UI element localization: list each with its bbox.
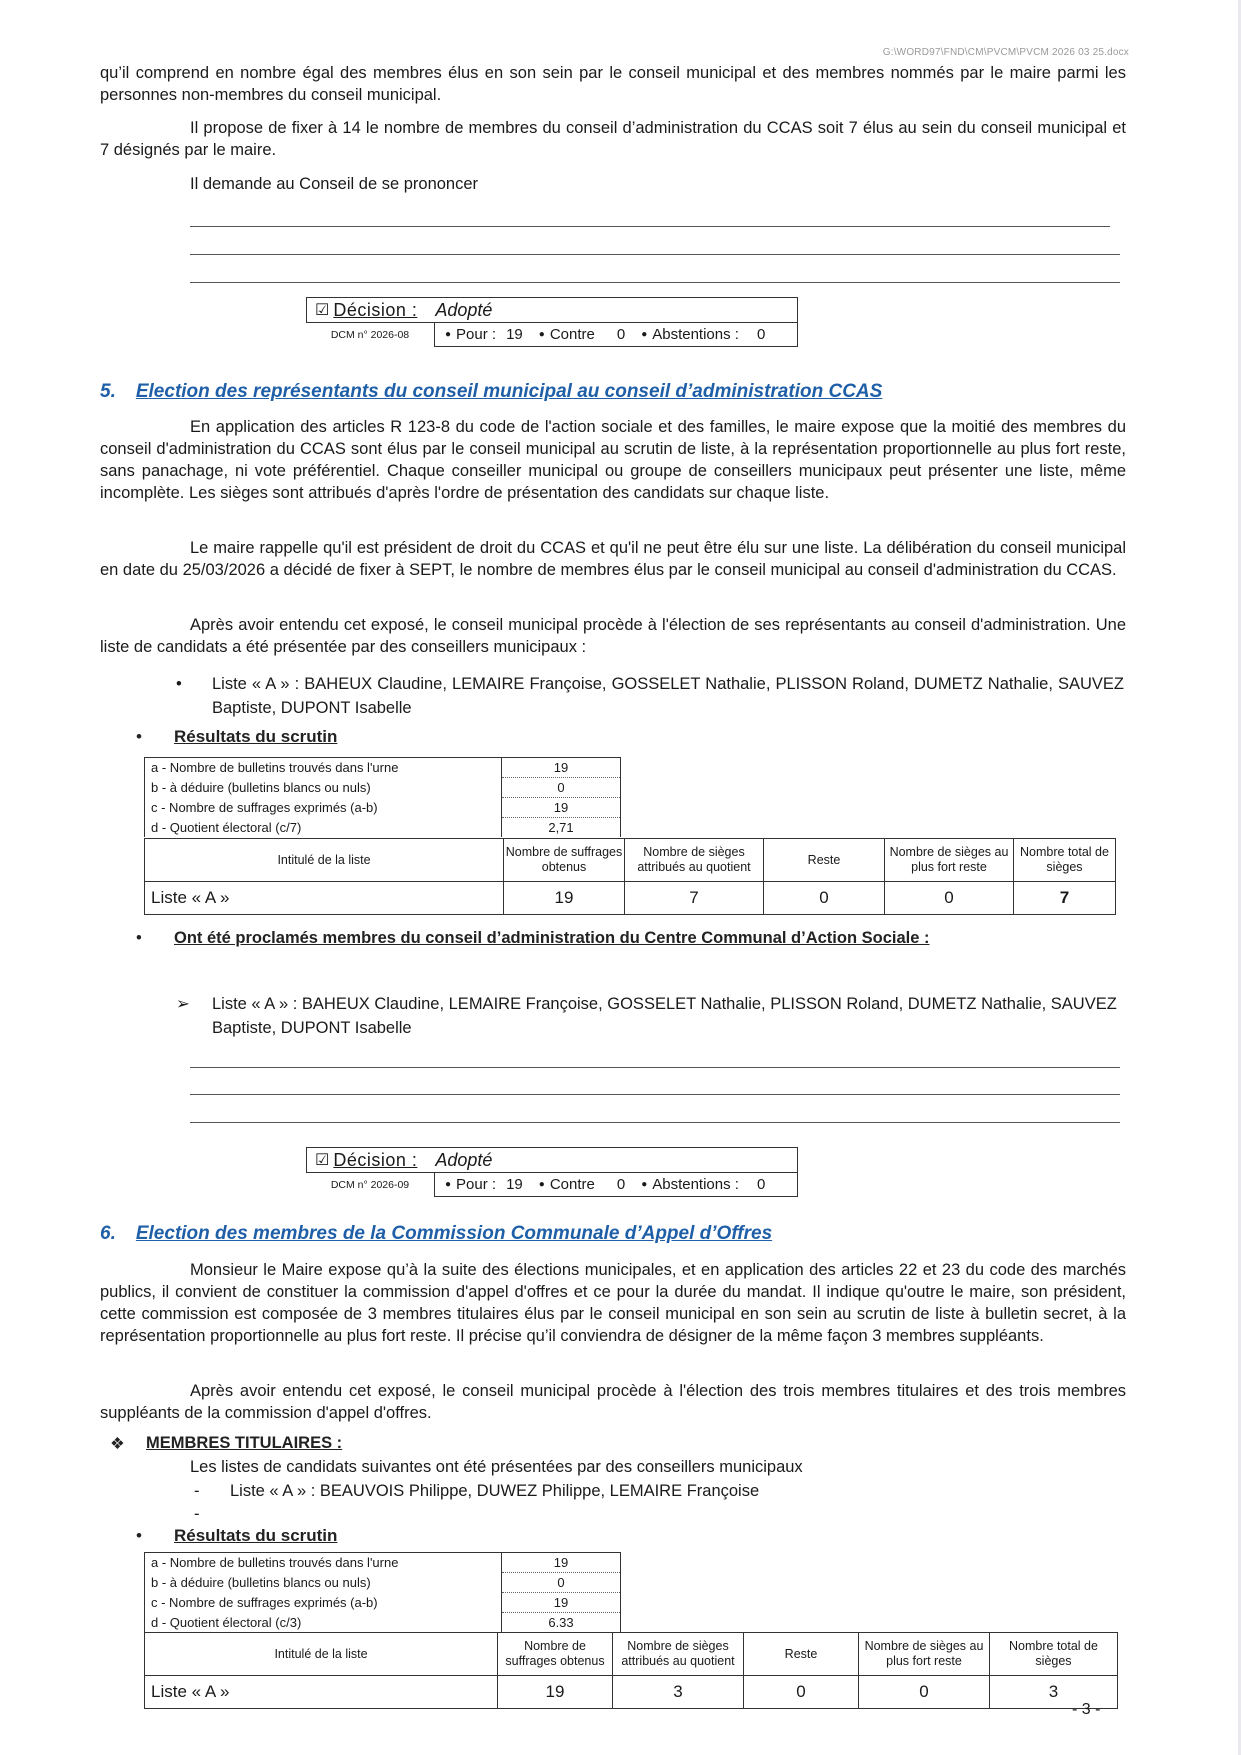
bullet-icon: •: [136, 1526, 142, 1545]
section-6-heading: 6. Election des membres de la Commission Communale d’Appel d’Offres: [100, 1223, 773, 1244]
bullet-icon: •: [176, 675, 182, 693]
candidate-list-item: • Liste « A » : BAHEUX Claudine, LEMAIRE Françoise, GOSSELET Nathalie, PLISSON Roland, DUMETZ Nathalie, SAUVEZ Baptiste, DUPONT Isabelle: [176, 672, 1124, 720]
bullet-icon: ●: [445, 1179, 452, 1190]
decision-label: Décision :: [333, 1149, 418, 1170]
section-5-paragraph-2: Le maire rappelle qu'il est président de droit du CCAS et qu'il ne peut être élu sur une liste. La délibération du conseil municipal en date du 25/03/2026 a décidé de fixer à SEPT, le nombre de membres élus par le conseil municipal au conseil d'administration du CCAS.: [100, 539, 1126, 579]
arrow-bullet-icon: ➢: [176, 995, 190, 1013]
results-summary-table: a - Nombre de bulletins trouvés dans l'urne 19 b - à déduire (bulletins blancs ou nuls) 0 c - Nombre de suffrages exprimés (a-b) 19 d - Quotient électoral (c/3) 6.33: [144, 1552, 621, 1632]
bullet-icon: ●: [538, 1179, 545, 1190]
blank-line: [190, 226, 1110, 227]
abstentions-count: 0: [756, 326, 766, 343]
page-number: - 3 -: [1072, 1701, 1101, 1718]
blank-line: [190, 1122, 1120, 1123]
pour-label: Pour :: [456, 326, 497, 343]
abstentions-label: Abstentions :: [652, 326, 739, 343]
titulaires-intro: Les listes de candidats suivantes ont été présentées par des conseillers municipaux: [190, 1458, 803, 1476]
contre-label: Contre: [549, 326, 595, 343]
decision-value: Adopté: [435, 1149, 493, 1170]
bullet-icon: ●: [445, 329, 452, 340]
dcm-number: DCM n° 2026-09: [330, 1179, 410, 1191]
intro-paragraph-2: Il propose de fixer à 14 le nombre de membres du conseil d’administration du CCAS soit 7 élus au sein du conseil municipal et 7 désignés par le maire.: [100, 119, 1126, 159]
titulaires-heading: ❖ MEMBRES TITULAIRES :: [110, 1434, 343, 1453]
results-heading: • Résultats du scrutin: [136, 1526, 338, 1545]
table-row: Liste « A » 19 3 0 0 3: [145, 1676, 1118, 1709]
bullet-icon: •: [136, 727, 142, 746]
contre-label: Contre: [549, 1176, 595, 1193]
section-6-paragraph-1: Monsieur le Maire expose qu’à la suite des élections municipales, et en application des articles 22 et 23 du code des marchés publics, il convient de constituer la commission d'appel d'offres et ce pour la durée du mandat. Il indique qu'outre le maire, son président, cette commission est composée de 3 membres titulaires élus par le conseil municipal en son sein au scrutin de liste à bulletin secret, à la représentation proportionnelle au plus fort reste. Il précise qu’il conviendra de désigner de la même façon 3 membres suppléants.: [100, 1261, 1126, 1345]
proclaimed-list-item: ➢ Liste « A » : BAHEUX Claudine, LEMAIRE Françoise, GOSSELET Nathalie, PLISSON Roland, DUMETZ Nathalie, SAUVEZ Baptiste, DUPONT Isabelle: [176, 992, 1124, 1040]
abstentions-count: 0: [756, 1176, 766, 1193]
titulaires-list-item: - Liste « A » : BEAUVOIS Philippe, DUWEZ Philippe, LEMAIRE Françoise: [194, 1482, 760, 1500]
section-6-paragraph-2: Après avoir entendu cet exposé, le conseil municipal procède à l'élection des trois membres titulaires et des trois membres suppléants de la commission d'appel d'offres.: [100, 1382, 1126, 1422]
section-5-paragraph-1: En application des articles R 123-8 du code de l'action sociale et des familles, le maire expose que la moitié des membres du conseil d'administration du CCAS sont élus par le conseil municipal au scrutin de liste, à la représentation proportionnelle au plus fort reste, sans panachage, ni vote préférentiel. Chaque conseiller municipal ou groupe de conseillers municipaux peut présenter une liste, même incomplète. Les sièges sont attribués d'après l'ordre de présentation des candidats sur chaque liste.: [100, 418, 1126, 502]
checkbox-checked-icon: ☑: [315, 302, 330, 319]
intro-paragraph-1: qu’il comprend en nombre égal des membres élus en son sein par le conseil municipal et des membres nommés par le maire parmi les personnes non-membres du conseil municipal.: [100, 64, 1126, 104]
blank-line: [190, 1067, 1120, 1068]
bullet-icon: •: [136, 929, 142, 947]
results-heading: • Résultats du scrutin: [136, 727, 338, 746]
vote-counts: [434, 323, 798, 347]
results-summary-table: a - Nombre de bulletins trouvés dans l'urne 19 b - à déduire (bulletins blancs ou nuls) 0 c - Nombre de suffrages exprimés (a-b) 19 d - Quotient électoral (c/7) 2,71: [144, 757, 621, 837]
intro-paragraph-3: Il demande au Conseil de se prononcer: [190, 175, 479, 193]
abstentions-label: Abstentions :: [652, 1176, 739, 1193]
diamond-bullet-icon: ❖: [110, 1435, 125, 1453]
seats-table: Intitulé de la liste Nombre de suffrages obtenus Nombre de sièges attribués au quotient Reste Nombre de sièges au plus fort reste Nombre total de sièges Liste « A » 19 7 0 0 7: [144, 838, 1116, 915]
bullet-icon: ●: [641, 329, 648, 340]
proclaimed-heading: • Ont été proclamés membres du conseil d’administration du Centre Communal d’Action Sociale :: [136, 929, 930, 947]
decision-value: Adopté: [435, 299, 493, 320]
pour-count: 19: [506, 326, 523, 343]
bullet-icon: ●: [641, 1179, 648, 1190]
contre-count: 0: [616, 1176, 626, 1193]
decision-box: [306, 297, 798, 347]
section-5-paragraph-3: Après avoir entendu cet exposé, le conseil municipal procède à l'élection de ses représentants au conseil d'administration. Une liste de candidats a été présentée par des conseillers municipaux :: [100, 616, 1126, 656]
pour-count: 19: [506, 1176, 523, 1193]
document-page: G:\WORD97\FND\CM\PVCM\PVCM 2026 03 25.docx qu’il comprend en nombre égal des membres élus en son sein par le conseil municipal et des membres nommés par le maire parmi les personnes non-membres du conseil municipal. Il propose de fixer à 14 le nombre de membres du conseil d’administration du CCAS soit 7 élus au sein du conseil municipal et 7 désignés par le maire. Il demande au Conseil de se prononcer ☑ Décision : Adopté DCM n° 2026-08 ● Pour : 19 ● Contre 0 ● Abstentions : 0 5. Election des représentants du conseil municipal au conseil d’administration CCAS En application des articles R 123-8 du code de l'action sociale et des familles, le maire expose que la moitié des membres du conseil d'administration du CCAS sont élus par le conseil municipal au scrutin de liste, à la représentation proportionnelle au plus fort reste, sans panachage, ni vote préférentiel. Chaque conseiller municipal ou groupe de conseillers municipaux peut présenter une liste, même incomplète. Les sièges sont attribués d'après l'ordre de présentation des candidats sur chaque liste. Le maire rappelle qu'il est président de droit du CCAS et qu'il ne peut être élu sur une liste. La délibération du conseil municipal en date du 25/03/2026 a décidé de fixer à SEPT, le nombre de membres élus par le conseil municipal au conseil d'administration du CCAS. Après avoir entendu cet exposé, le conseil municipal procède à l'élection de ses représentants au conseil d'administration. Une liste de candidats a été présentée par des conseillers municipaux : • Liste « A » : BAHEUX Claudine, LEMAIRE Françoise, GOSSELET Nathalie, PLISSON Roland, DUMETZ Nathalie, SAUVEZ Baptiste, DUPONT Isabelle • Résultats du scrutin a - Nombre de bulletins trouvés dans l'urne 19 b - à déduire (bulletins blancs ou nuls) 0 c - Nombre de suffrages exprimés (a-b) 19 d - Quotient électoral (c/7) 2,71 Intitulé de la liste Nombre de suffrages obtenus Nombre de sièges attribués au quotient Reste Nombre de sièges au plus fort reste Nombre total de sièges Liste « A » 19 7 0 0 7 • Ont été proclamés membres du conseil d’administration du Centre Communal d’Action Sociale : ➢ Liste « A » : BAHEUX Claudine, LEMAIRE Françoise, GOSSELET Nathalie, PLISSON Roland, DUMETZ Nathalie, SAUVEZ Baptiste, DUPONT Isabelle ☑ Décision : Adopté DCM n° 2026-09 ● Pour : 19 ● Contre 0 ● Abstentions : 0 6. Election des membres de la Commission Communale d’Appel d’Offres Monsieur le Maire expose qu’à la suite des élections municipales, et en application des articles 22 et 23 du code des marchés publics, il convient de constituer la commission d'appel d'offres et ce pour la durée du mandat. Il indique qu'outre le maire, son président, cette commission est composée de 3 membres titulaires élus par le conseil municipal en son sein au scrutin de liste à bulletin secret, à la représentation proportionnelle au plus fort reste. Il précise qu’il conviendra de désigner de la même façon 3 membres suppléants. Après avoir entendu cet exposé, le conseil municipal procède à l'élection des trois membres titulaires et des trois membres suppléants de la commission d'appel d'offres. ❖ MEMBRES TITULAIRES : Les listes de candidats suivantes ont été présentées par des conseillers municipaux - Liste « A » : BEAUVOIS Philippe, DUWEZ Philippe, LEMAIRE Françoise - • Résultats du scrutin a - Nombre de bulletins trouvés dans l'urne 19 b - à déduire (bulletins blancs ou nuls) 0 c - Nombre de suffrages exprimés (a-b) 19 d - Quotient électoral (c/3) 6.33 Intitulé de la liste Nombre de suffrages obtenus Nombre de sièges attribués au quotient Reste Nombre de sièges au plus fort reste Nombre total de sièges Liste « A » 19 3 0 0 3 - 3 -: [0, 0, 1241, 1755]
blank-line: [190, 282, 1120, 283]
contre-count: 0: [616, 326, 626, 343]
bullet-icon: ●: [538, 329, 545, 340]
section-5-heading: 5. Election des représentants du conseil municipal au conseil d’administration CCAS: [100, 381, 883, 402]
decision-label: Décision :: [333, 299, 418, 320]
vote-counts: [434, 1173, 798, 1197]
dcm-number: DCM n° 2026-08: [330, 329, 410, 341]
file-path: G:\WORD97\FND\CM\PVCM\PVCM 2026 03 25.docx: [882, 47, 1129, 58]
blank-line: [190, 1094, 1120, 1095]
table-row: Liste « A » 19 7 0 0 7: [145, 882, 1116, 915]
seats-table: Intitulé de la liste Nombre de suffrages obtenus Nombre de sièges attribués au quotient Reste Nombre de sièges au plus fort reste Nombre total de sièges Liste « A » 19 3 0 0 3: [144, 1632, 1118, 1709]
checkbox-checked-icon: ☑: [315, 1152, 330, 1169]
decision-box: [306, 1147, 798, 1197]
blank-line: [190, 254, 1120, 255]
pour-label: Pour :: [456, 1176, 497, 1193]
